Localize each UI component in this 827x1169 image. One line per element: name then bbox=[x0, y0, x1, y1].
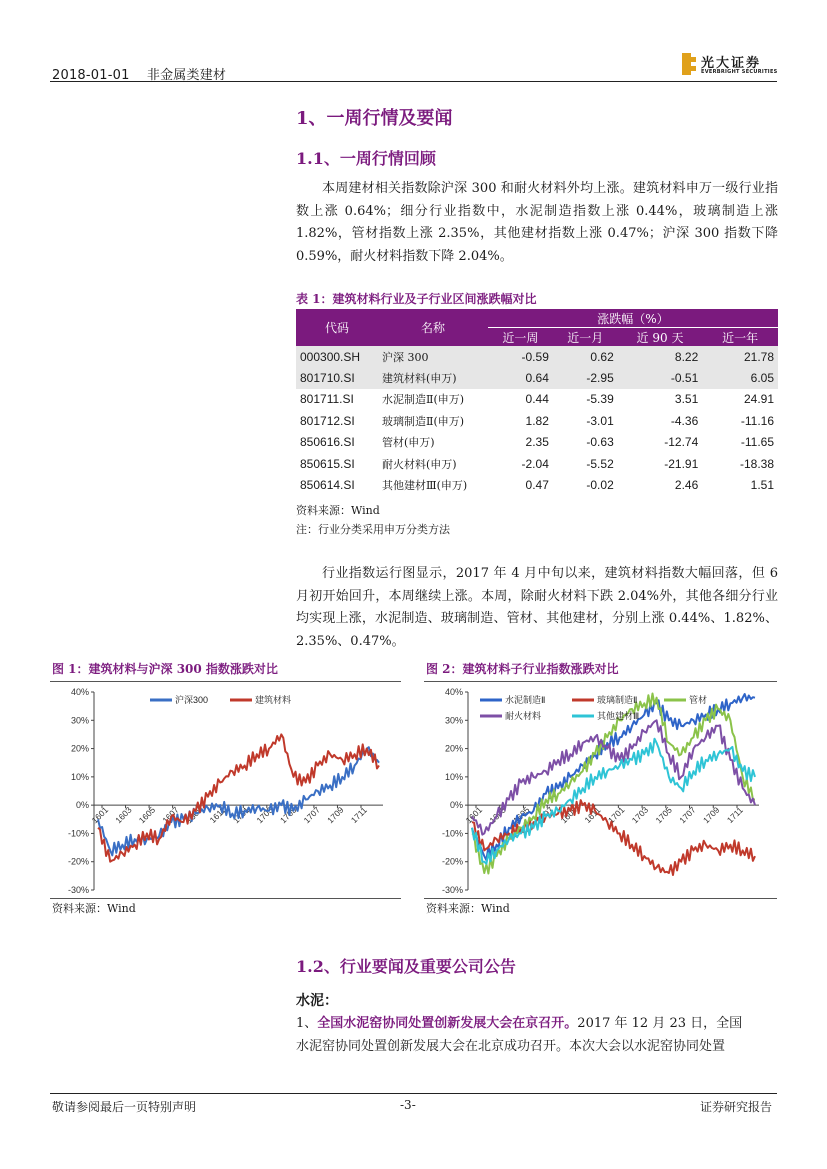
table-row bbox=[296, 410, 778, 431]
x-tick-label: 1601 bbox=[89, 804, 111, 826]
logo-cn-text: 光大证券 bbox=[701, 56, 762, 71]
col-month-header: 近一月 bbox=[553, 328, 618, 347]
logo-en-text: EVERBRIGHT SECURITIES bbox=[701, 69, 778, 75]
figure-1-chart bbox=[50, 682, 401, 898]
paragraph-index-trend-text: 行业指数运行图显示，2017 年 4 月中旬以来，建筑材料指数大幅回落，但 6 月初开始回升，本周继续上涨。本周，除耐火材料下跌 2.04%外，其他各细分行业均实现上涨，水泥制造、玻璃制造、管材、其他建材，分别上涨 0.44%、1.82%、2.35%、0.47%。 bbox=[296, 566, 778, 649]
y-tick-label: -10% bbox=[67, 828, 89, 839]
cell-name: 管材(申万) bbox=[382, 436, 435, 450]
x-tick-label: 1711 bbox=[724, 805, 745, 826]
figure-2-chart bbox=[424, 682, 777, 898]
cell-value: -12.74 bbox=[664, 435, 699, 450]
cell-name: 玻璃制造Ⅱ(申万) bbox=[382, 414, 465, 428]
cell-value: 0.47 bbox=[525, 478, 549, 493]
y-tick-label: 20% bbox=[444, 743, 463, 754]
table-row bbox=[296, 453, 778, 474]
x-tick-label: 1611 bbox=[207, 805, 228, 826]
cell-value: 0.62 bbox=[553, 346, 618, 367]
section-1-1-title: 1.1、一周行情回顾 bbox=[296, 149, 436, 168]
table-row bbox=[296, 474, 778, 495]
cell-value: -4.36 bbox=[670, 413, 699, 428]
cell-value: -0.02 bbox=[586, 478, 614, 493]
news-item-1-title: 全国水泥窑协同处置创新发展大会在京召开。 bbox=[317, 1016, 578, 1031]
series-line-4 bbox=[472, 739, 755, 864]
cell-code: 000300.SH bbox=[296, 346, 378, 367]
x-tick-label: 1709 bbox=[325, 804, 346, 826]
y-tick-label: 0% bbox=[449, 800, 463, 811]
col-year-header: 近一年 bbox=[702, 328, 778, 347]
x-tick-label: 1707 bbox=[301, 804, 323, 826]
cell-code: 850616.SI bbox=[300, 435, 355, 450]
news-item-1 bbox=[296, 1013, 778, 1058]
cell-name: 水泥制造Ⅱ(申万) bbox=[382, 393, 465, 407]
legend-label: 沪深300 bbox=[175, 695, 209, 705]
section-1-2-title: 1.2、行业要闻及重要公司公告 bbox=[296, 957, 516, 976]
paragraph-weekly-review-text: 本周建材相关指数除沪深 300 和耐火材料外均上涨。建筑材料申万一级行业指数上涨 0.64%；细分行业指数中，水泥制造指数上涨 0.44%，玻璃制造上涨 1.82%，管材指数上涨 2.35%，其他建材指数上涨 0.47%；沪深 300 指数下降 0.59%，耐火材料指数下降 2.04%。 bbox=[296, 181, 778, 264]
cell-value: 1.51 bbox=[750, 478, 774, 493]
cell-value: -0.63 bbox=[586, 435, 614, 450]
section-1-title: 1、一周行情及要闻 bbox=[296, 108, 453, 129]
footer-disclaimer: 敬请参阅最后一页特别声明 bbox=[52, 1100, 197, 1114]
header-date: 2018-01-01 bbox=[52, 68, 130, 83]
cell-value: -11.16 bbox=[740, 413, 774, 428]
x-tick-label: 1603 bbox=[113, 804, 134, 826]
cell-value: -5.52 bbox=[586, 456, 614, 471]
cell-value: 6.05 bbox=[702, 367, 778, 388]
cell-value: 21.78 bbox=[702, 346, 778, 367]
cell-value: -0.59 bbox=[488, 346, 553, 367]
cell-value: 2.35 bbox=[525, 435, 549, 450]
table-1-caption: 表 1：建筑材料行业及子行业区间涨跌幅对比 bbox=[296, 292, 537, 306]
col-code-header: 代码 bbox=[296, 309, 378, 346]
x-tick-label: 1611 bbox=[582, 805, 603, 826]
x-tick-label: 1701 bbox=[230, 804, 252, 826]
cell-value: -18.38 bbox=[739, 456, 774, 471]
x-tick-label: 1707 bbox=[677, 804, 698, 826]
col-group-header: 涨跌幅（%） bbox=[488, 309, 778, 328]
figure-1-caption: 图 1：建筑材料与沪深 300 指数涨跌对比 bbox=[52, 662, 278, 676]
series-line-1 bbox=[98, 734, 379, 861]
cell-value: -21.91 bbox=[664, 456, 699, 471]
y-tick-label: 10% bbox=[70, 771, 89, 782]
cell-value: 0.64 bbox=[488, 367, 553, 388]
cell-code: 801710.SI bbox=[296, 367, 378, 388]
x-tick-label: 1609 bbox=[183, 804, 205, 826]
paragraph-index-trend bbox=[296, 563, 778, 653]
cell-name: 其他建材Ⅲ(申万) bbox=[382, 479, 468, 493]
x-tick-label: 1603 bbox=[487, 804, 508, 826]
cell-value: -2.95 bbox=[553, 367, 618, 388]
figure-2-box bbox=[424, 681, 777, 899]
x-tick-label: 1705 bbox=[278, 804, 299, 826]
x-tick-label: 1709 bbox=[700, 804, 722, 826]
legend-label: 耐火材料 bbox=[505, 711, 542, 721]
x-tick-label: 1607 bbox=[534, 804, 556, 826]
table-row bbox=[296, 389, 778, 410]
cell-value: -0.51 bbox=[618, 367, 703, 388]
cell-name: 建筑材料(申万) bbox=[378, 367, 488, 388]
x-tick-label: 1609 bbox=[558, 804, 580, 826]
cell-value: 3.51 bbox=[674, 392, 699, 407]
x-tick-label: 1703 bbox=[254, 804, 275, 826]
table-row bbox=[296, 367, 778, 388]
x-tick-label: 1705 bbox=[653, 804, 674, 826]
table-row bbox=[296, 346, 778, 367]
col-name-header: 名称 bbox=[378, 309, 488, 346]
x-tick-label: 1607 bbox=[160, 804, 181, 826]
company-logo bbox=[682, 52, 778, 78]
news-item-1-line1 bbox=[296, 1013, 778, 1036]
y-tick-label: 40% bbox=[70, 687, 89, 697]
x-tick-label: 1605 bbox=[136, 804, 158, 826]
cell-code: 850614.SI bbox=[300, 478, 355, 493]
y-tick-label: -30% bbox=[441, 885, 463, 895]
cell-value: -3.01 bbox=[586, 413, 614, 428]
cell-name: 耐火材料(申万) bbox=[382, 457, 457, 471]
x-tick-label: 1701 bbox=[606, 804, 627, 826]
cell-value: 1.82 bbox=[525, 413, 549, 428]
y-tick-label: -10% bbox=[441, 828, 463, 839]
cell-name: 沪深 300 bbox=[378, 346, 488, 367]
news-item-1-text2: 水泥窑协同处置创新发展大会在北京成功召开。本次大会以水泥窑协同处置 bbox=[296, 1038, 726, 1054]
cell-value: 2.46 bbox=[674, 478, 699, 493]
logo-mark-icon bbox=[682, 53, 696, 75]
header-rule bbox=[50, 81, 777, 82]
header-category: 非金属类建材 bbox=[146, 68, 227, 83]
legend-label: 建筑材料 bbox=[255, 695, 292, 705]
table-1-source: 资料来源：Wind bbox=[296, 504, 380, 517]
figure-1-box bbox=[50, 681, 401, 899]
x-tick-label: 1605 bbox=[511, 804, 532, 826]
col-week-header: 近一周 bbox=[488, 328, 553, 347]
y-tick-label: 20% bbox=[70, 743, 89, 754]
y-tick-label: -30% bbox=[67, 885, 89, 895]
table-1-note: 注：行业分类采用申万分类方法 bbox=[296, 523, 450, 536]
y-tick-label: 30% bbox=[70, 715, 89, 726]
cell-value: -5.39 bbox=[586, 392, 614, 407]
x-tick-label: 1703 bbox=[629, 804, 651, 826]
figure-1-source: 资料来源：Wind bbox=[52, 902, 136, 915]
cell-value: -2.04 bbox=[521, 456, 549, 471]
footer-report-type: 证券研究报告 bbox=[700, 1100, 773, 1114]
cell-code: 850615.SI bbox=[300, 456, 355, 471]
y-tick-label: -20% bbox=[441, 856, 463, 867]
y-tick-label: 0% bbox=[75, 800, 89, 811]
table-row bbox=[296, 432, 778, 453]
legend-label: 玻璃制造Ⅱ bbox=[597, 695, 638, 705]
y-tick-label: 40% bbox=[444, 687, 463, 697]
x-tick-label: 1711 bbox=[348, 805, 369, 826]
y-tick-label: -20% bbox=[67, 856, 89, 867]
cell-value: -11.65 bbox=[740, 435, 774, 450]
figure-2-source: 资料来源：Wind bbox=[426, 902, 510, 915]
news-item-1-prefix: 1、 bbox=[296, 1016, 318, 1031]
cell-code: 801711.SI bbox=[300, 392, 354, 407]
news-item-1-text1: 2017 年 12 月 23 日，全国 bbox=[577, 1016, 743, 1031]
figure-2-caption: 图 2：建筑材料子行业指数涨跌对比 bbox=[426, 662, 619, 676]
footer-rule bbox=[50, 1093, 777, 1094]
y-tick-label: 30% bbox=[444, 715, 463, 726]
y-tick-label: 10% bbox=[444, 771, 463, 782]
index-change-table bbox=[296, 309, 778, 496]
x-tick-label: 1601 bbox=[463, 804, 485, 826]
legend-label: 管材 bbox=[689, 695, 708, 705]
cell-value: 8.22 bbox=[618, 346, 703, 367]
cell-value: 0.44 bbox=[525, 392, 549, 407]
legend-label: 水泥制造Ⅱ bbox=[505, 695, 546, 705]
footer-page-number: -3- bbox=[400, 1098, 416, 1112]
paragraph-weekly-review bbox=[296, 178, 778, 268]
legend-label: 其他建材Ⅲ bbox=[597, 711, 640, 721]
cell-code: 801712.SI bbox=[300, 413, 355, 428]
col-90d-header: 近 90 天 bbox=[618, 328, 703, 347]
cement-subhead: 水泥： bbox=[296, 993, 338, 1009]
cell-value: 24.91 bbox=[743, 392, 774, 407]
